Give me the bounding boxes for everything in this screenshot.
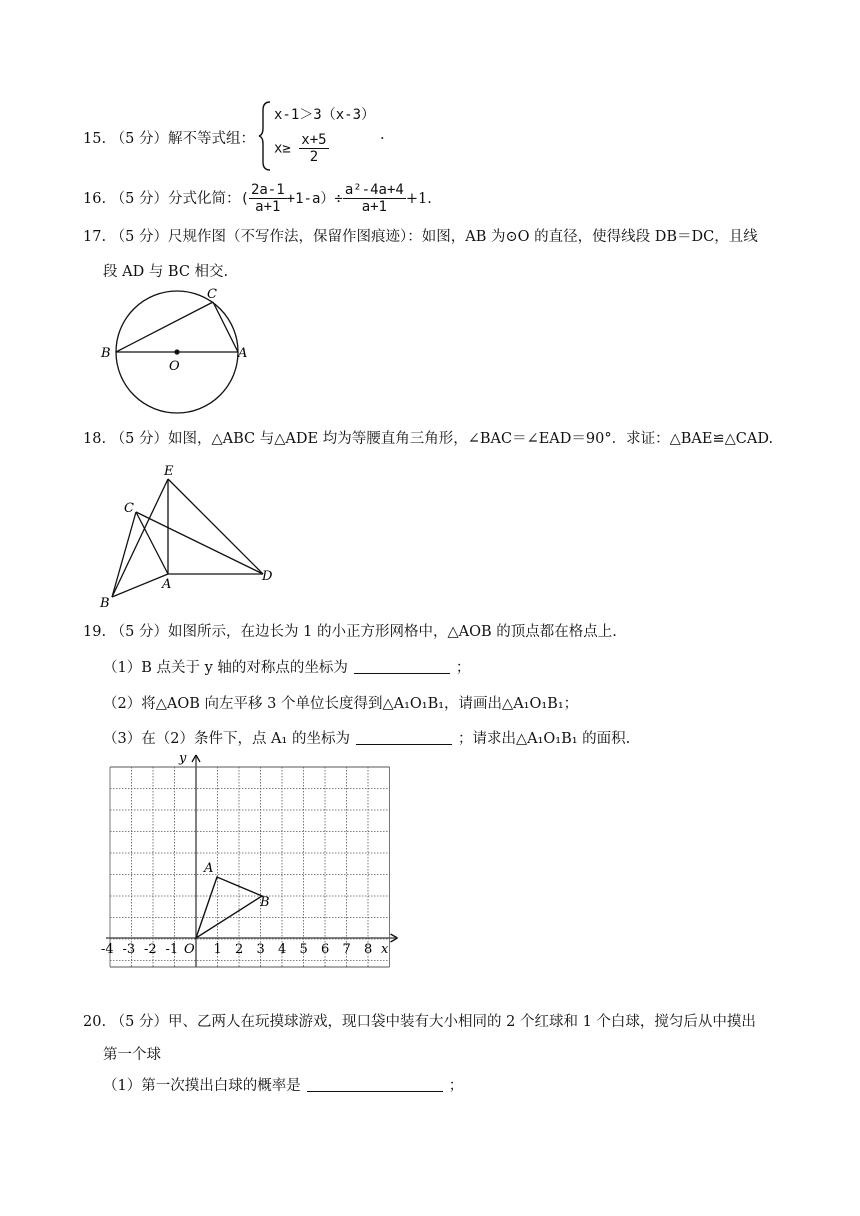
grid-lines <box>106 755 398 967</box>
question-18 <box>83 427 773 448</box>
q20-score: （5 分） <box>110 1014 169 1030</box>
q17-number: 17. <box>83 229 107 245</box>
q20-sub1 <box>103 1074 463 1095</box>
q15-ineq2-left: x≥ <box>274 140 291 157</box>
q15-inequality-1: x-1＞3（x-3） <box>274 107 376 123</box>
q16-f2-num: a²-4a+4 <box>344 182 404 198</box>
q18-number: 18. <box>83 431 107 447</box>
q16-f2-den: a+1 <box>361 199 387 215</box>
point-a-label: A <box>204 861 214 876</box>
q15-fraction <box>299 132 328 165</box>
q16-f1-num: 2a-1 <box>250 182 285 198</box>
q16-number: 16. <box>83 191 107 207</box>
q17-circle-figure <box>100 280 250 400</box>
segment-ca <box>213 302 238 352</box>
question-15 <box>83 127 255 148</box>
q20-answer-blank[interactable] <box>307 1077 443 1092</box>
tick-label: 6 <box>321 942 330 957</box>
q19-sub1-end: ； <box>455 660 471 676</box>
q20-sub1-end: ； <box>448 1078 464 1094</box>
segment-be <box>112 479 168 597</box>
segment-ca <box>136 512 168 574</box>
q20-line1: 甲、乙两人在玩摸球游戏，现口袋中装有大小相同的 2 个红球和 1 个白球，搅匀后从中摸出 <box>168 1014 756 1030</box>
q16-fraction-2 <box>343 182 406 215</box>
q16-middle: +1-a）÷ <box>286 191 343 207</box>
q19-sub1-text: （1）B 点关于 y 轴的对称点的坐标为 <box>103 660 348 676</box>
label-c: C <box>124 501 134 516</box>
q16-open-paren: ( <box>240 191 249 207</box>
q19-sub3 <box>103 727 630 748</box>
tick-label: 3 <box>256 942 265 957</box>
q19-score: （5 分） <box>110 624 169 640</box>
q19-sub3-end: ；请求出△A₁O₁B₁ 的面积. <box>457 731 631 747</box>
tick-label: -2 <box>144 942 157 957</box>
label-a: A <box>162 577 172 592</box>
label-b: B <box>101 346 111 361</box>
q16-end: +1. <box>405 191 432 207</box>
q19-grid-figure <box>100 750 400 990</box>
label-b: B <box>100 596 110 611</box>
q19-text: 如图所示，在边长为 1 的小正方形网格中，△AOB 的顶点都在格点上. <box>168 624 617 640</box>
center-dot <box>174 349 179 354</box>
x-axis-label: x <box>381 942 389 957</box>
label-o: O <box>169 359 180 374</box>
label-c: C <box>207 287 217 302</box>
q19-number: 19. <box>83 624 107 640</box>
q17-score: （5 分） <box>110 229 169 245</box>
triangle-aob <box>196 877 262 938</box>
q15-text: 解不等式组： <box>168 131 256 147</box>
label-e: E <box>164 464 174 479</box>
tick-label: 1 <box>213 942 222 957</box>
segment-ba <box>112 574 168 597</box>
q15-fraction-num: x+5 <box>301 132 327 148</box>
segment-cd <box>136 512 263 574</box>
question-20 <box>83 1010 756 1031</box>
tick-labels <box>101 942 372 957</box>
segment-ed <box>168 479 263 574</box>
q15-number: 15. <box>83 131 107 147</box>
q17-line2: 段 AD 与 BC 相交. <box>103 264 229 280</box>
tick-label: -3 <box>122 942 136 957</box>
q16-fraction-1 <box>249 182 287 215</box>
left-brace-icon <box>258 100 272 172</box>
tick-label: -4 <box>101 942 114 957</box>
q16-f1-den: a+1 <box>255 199 281 215</box>
q18-text: 如图，△ABC 与△ADE 均为等腰直角三角形，∠BAC＝∠EAD＝90°．求证：△BAE≌△CAD. <box>168 431 774 447</box>
q15-inequality-2 <box>274 132 329 165</box>
q18-triangles-figure <box>98 462 278 611</box>
q19-answer-blank-2[interactable] <box>356 730 452 745</box>
q20-number: 20. <box>83 1014 107 1030</box>
question-17 <box>83 225 758 246</box>
tick-label: 8 <box>364 942 373 957</box>
label-a: A <box>238 346 248 361</box>
tick-label: -1 <box>165 942 179 957</box>
q15-fraction-den: 2 <box>309 149 319 165</box>
segment-bc <box>116 302 213 352</box>
tick-label: 5 <box>299 942 308 957</box>
tick-label: 7 <box>342 942 351 957</box>
point-b-label: B <box>260 895 270 910</box>
q19-sub1 <box>103 656 470 677</box>
tick-label: O <box>184 942 195 957</box>
q15-end: . <box>380 127 385 143</box>
question-16 <box>83 182 432 215</box>
q15-inequality-system <box>258 100 388 172</box>
q19-sub3-text: （3）在（2）条件下，点 A₁ 的坐标为 <box>103 731 350 747</box>
question-19 <box>83 620 617 641</box>
q19-answer-blank-1[interactable] <box>354 659 450 674</box>
q19-sub2: （2）将△AOB 向左平移 3 个单位长度得到△A₁O₁B₁，请画出△A₁O₁B₁； <box>103 696 579 712</box>
q17-line1: 尺规作图（不写作法，保留作图痕迹）：如图，AB 为⊙O 的直径，使得线段 DB＝DC，且线 <box>168 229 758 245</box>
y-axis-label: y <box>179 751 187 766</box>
q20-sub1-text: （1）第一次摸出白球的概率是 <box>103 1078 301 1094</box>
q20-line2: 第一个球 <box>103 1047 161 1063</box>
tick-label: 2 <box>235 942 244 957</box>
q16-score: （5 分） <box>110 191 169 207</box>
q15-score: （5 分） <box>110 131 169 147</box>
q18-score: （5 分） <box>110 431 169 447</box>
label-d: D <box>262 569 273 584</box>
q16-text: 分式化简： <box>168 191 241 207</box>
tick-label: 4 <box>278 942 287 957</box>
